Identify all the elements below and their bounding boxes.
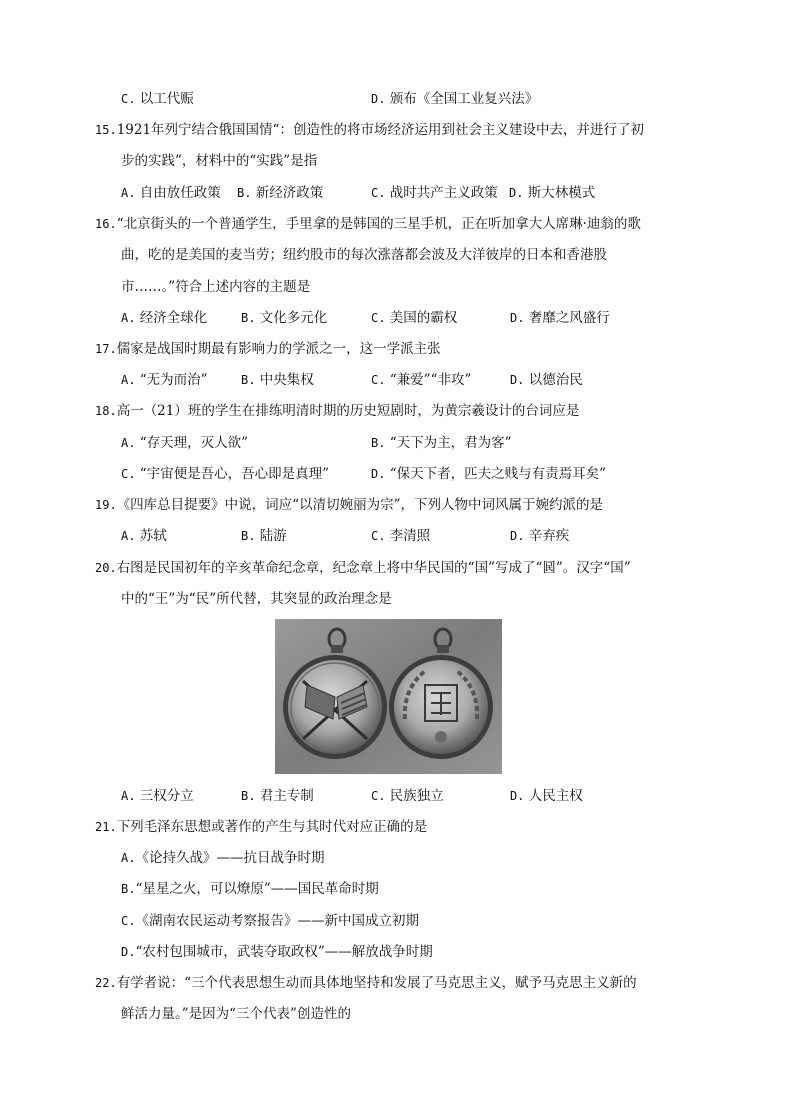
q21-option-c: [121, 912, 419, 930]
option-letter: C.: [371, 789, 386, 803]
q16-stem-line3: 市……。”符合上述内容的主题是: [121, 279, 311, 295]
q17-option-d: [510, 371, 583, 389]
option-text: 以德治民: [528, 372, 583, 388]
q14-option-c: [121, 90, 194, 108]
question-text: 1921年列宁结合俄国国情“：创造性的将市场经济运用到社会主义建设中去，并进行了初: [116, 122, 644, 138]
question-text: 《四库总目提要》中说，词应“以清切婉丽为宗”，下列人物中词风属于婉约派的是: [116, 497, 603, 513]
q15-option-c: [371, 184, 498, 202]
q20-stem-line2: 中的“王”为“民”所代替，其突显的政治理念是: [121, 591, 392, 607]
question-text: 儒家是战国时期最有影响力的学派之一，这一学派主张: [116, 341, 441, 357]
option-text: 颁布《全国工业复兴法》: [389, 91, 539, 107]
option-letter: A.: [121, 186, 136, 200]
option-text: 自由放任政策: [139, 185, 221, 201]
option-letter: A.: [121, 851, 136, 865]
q16-option-b: [241, 309, 327, 327]
question-text: 有学者说：“三个代表思想生动而具体地坚持和发展了马克思主义，赋予马克思主义新的: [116, 975, 637, 991]
option-letter: B.: [241, 529, 256, 543]
q15-option-b: [237, 184, 323, 202]
option-text: 奢靡之风盛行: [528, 310, 610, 326]
q16-option-d: [510, 309, 610, 327]
medal-photo: [275, 619, 502, 774]
q16-stem-line2: 曲，吃的是美国的麦当劳；纽约股市的每次涨落都会波及大洋彼岸的日本和香港股: [121, 247, 607, 263]
option-letter: D.: [510, 373, 525, 387]
q17-stem-line1: [95, 340, 441, 358]
q16-stem-line1: [95, 215, 641, 233]
option-text: 苏轼: [139, 528, 167, 544]
q16-option-c: [371, 309, 457, 327]
option-text: 战时共产主义政策: [389, 185, 498, 201]
option-letter: A.: [121, 311, 136, 325]
option-letter: D.: [371, 92, 386, 106]
option-letter: B.: [241, 789, 256, 803]
option-text: “兼爱”“非攻”: [389, 372, 472, 388]
option-text: 李清照: [389, 528, 431, 544]
question-text: 右图是民国初年的辛亥革命纪念章，纪念章上将中华民国的“国”写成了“囻”。汉字“国”: [116, 560, 631, 576]
option-letter: C.: [121, 467, 136, 481]
q15-stem-line2: 步的实践”，材料中的“实践”是指: [121, 153, 318, 169]
q18-option-b: [371, 434, 512, 452]
question-number: 18.: [95, 404, 117, 418]
option-text: 文化多元化: [259, 310, 328, 326]
option-text: 人民主权: [528, 788, 583, 804]
q16-option-a: [121, 309, 207, 327]
option-text: “无为而治”: [139, 372, 208, 388]
option-text: “星星之火，可以燎原”——国民革命时期: [135, 881, 379, 897]
option-letter: A.: [121, 373, 136, 387]
q19-option-d: [510, 527, 569, 545]
q15-stem-line1: [95, 121, 644, 139]
q21-option-a: [121, 849, 324, 867]
question-text: 下列毛泽东思想或著作的产生与其时代对应正确的是: [116, 819, 428, 835]
option-text: “天下为主，君为客”: [389, 435, 512, 451]
option-text: 经济全球化: [139, 310, 208, 326]
question-number: 19.: [95, 498, 117, 512]
option-text: “农村包围城市，武装夺取政权”——解放战争时期: [135, 944, 433, 960]
q22-stem-line1: [95, 974, 637, 992]
q19-option-b: [241, 527, 287, 545]
option-letter: C.: [121, 914, 136, 928]
option-letter: D.: [510, 789, 525, 803]
option-text: “宇宙便是吾心，吾心即是真理”: [139, 466, 330, 482]
question-number: 15.: [95, 123, 117, 137]
q19-option-c: [371, 527, 430, 545]
option-text: 民族独立: [389, 788, 444, 804]
option-letter: C.: [371, 311, 386, 325]
option-letter: D.: [509, 186, 524, 200]
q18-option-d: [371, 465, 606, 483]
option-letter: C.: [371, 373, 386, 387]
q17-option-c: [371, 371, 471, 389]
option-letter: D.: [121, 945, 136, 959]
q18-option-a: [121, 434, 248, 452]
option-letter: C.: [371, 529, 386, 543]
option-text: 君主专制: [259, 788, 314, 804]
medal-illustration: [275, 619, 502, 774]
q21-option-d: [121, 943, 433, 961]
option-text: 中央集权: [259, 372, 314, 388]
option-letter: D.: [371, 467, 386, 481]
option-letter: A.: [121, 436, 136, 450]
question-number: 16.: [95, 217, 117, 231]
option-text: 新经济政策: [255, 185, 324, 201]
option-text: 美国的霸权: [389, 310, 458, 326]
option-text: 陆游: [259, 528, 287, 544]
option-text: 以工代赈: [139, 91, 194, 107]
option-letter: B.: [121, 882, 136, 896]
q18-stem-line1: [95, 402, 579, 420]
q19-stem-line1: [95, 496, 603, 514]
option-text: 《湖南农民运动考察报告》——新中国成立初期: [135, 913, 419, 929]
option-letter: B.: [371, 436, 386, 450]
option-letter: B.: [237, 186, 252, 200]
option-letter: D.: [510, 529, 525, 543]
q20-option-d: [510, 787, 583, 805]
question-number: 22.: [95, 976, 117, 990]
option-letter: B.: [241, 373, 256, 387]
option-letter: A.: [121, 529, 136, 543]
option-text: “存天理，灭人欲”: [139, 435, 249, 451]
question-number: 20.: [95, 561, 117, 575]
question-text: 高一（21）班的学生在排练明清时期的历史短剧时，为黄宗羲设计的台词应是: [116, 403, 580, 419]
question-number: 21.: [95, 820, 117, 834]
option-letter: A.: [121, 789, 136, 803]
q20-option-b: [241, 787, 314, 805]
q21-stem-line1: [95, 818, 427, 836]
question-number: 17.: [95, 342, 117, 356]
option-text: 三权分立: [139, 788, 194, 804]
q18-option-c: [121, 465, 329, 483]
q14-option-d: [371, 90, 538, 108]
option-text: 辛弃疾: [528, 528, 570, 544]
q15-option-d: [509, 184, 595, 202]
q21-option-b: [121, 880, 379, 898]
q17-option-b: [241, 371, 314, 389]
option-letter: C.: [371, 186, 386, 200]
q20-stem-line1: [95, 559, 631, 577]
q22-stem-line2: 鲜活力量。”是因为“三个代表”创造性的: [121, 1006, 351, 1022]
question-text: “北京街头的一个普通学生，手里拿的是韩国的三星手机，正在听加拿大人席琳·迪翁的歌: [116, 216, 641, 232]
option-letter: B.: [241, 311, 256, 325]
option-text: 斯大林模式: [527, 185, 596, 201]
q20-option-c: [371, 787, 444, 805]
q17-option-a: [121, 371, 208, 389]
option-letter: C.: [121, 92, 136, 106]
q19-option-a: [121, 527, 167, 545]
q20-option-a: [121, 787, 194, 805]
option-text: “保天下者，匹夫之贱与有责焉耳矣”: [389, 466, 607, 482]
q15-option-a: [121, 184, 221, 202]
option-letter: D.: [510, 311, 525, 325]
option-text: 《论持久战》——抗日战争时期: [135, 850, 325, 866]
